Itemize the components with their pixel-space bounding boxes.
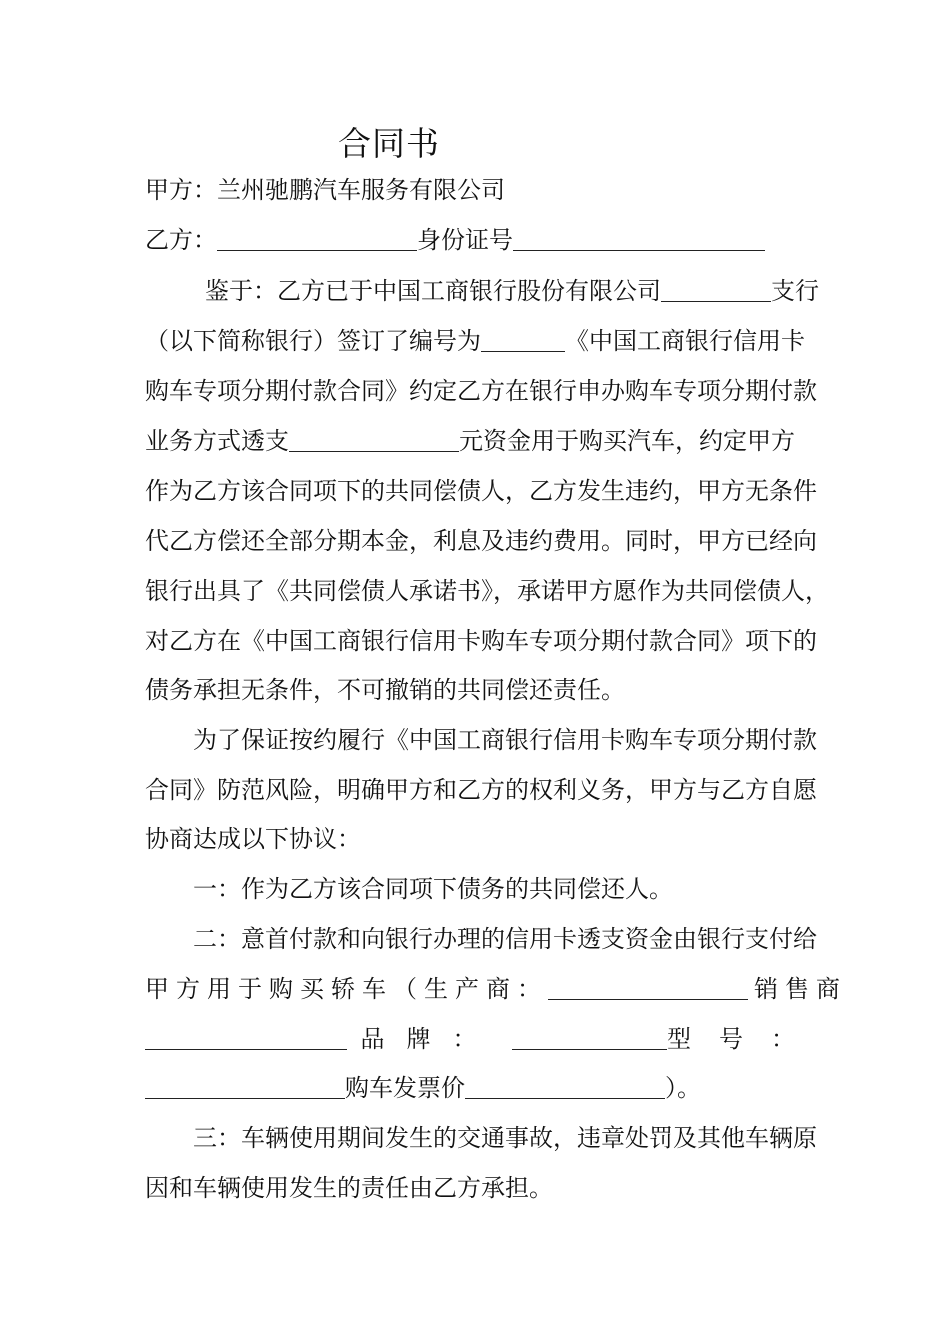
p1-line-4-text: 业务方式透支 bbox=[145, 427, 289, 455]
p1-line-1 bbox=[205, 276, 819, 306]
invoice-price-label: 购车发票价 bbox=[345, 1074, 465, 1102]
p1-line-8: 对乙方在《中国工商银行信用卡购车专项分期付款合同》项下的 bbox=[145, 627, 817, 655]
party-b-line bbox=[145, 225, 765, 255]
invoice-price-blank[interactable] bbox=[465, 1074, 665, 1099]
dealer-label: 销售商 bbox=[754, 975, 847, 1003]
p1-line-3: 购车专项分期付款合同》约定乙方在银行申办购车专项分期付款 bbox=[145, 377, 817, 405]
party-a-line: 甲方：兰州驰鹏汽车服务有限公司 bbox=[145, 176, 505, 204]
p1-line-2-end: 《中国工商银行信用卡 bbox=[565, 327, 805, 355]
id-number-blank[interactable] bbox=[513, 226, 765, 251]
item-3-line-1: 三：车辆使用期间发生的交通事故，违章处罚及其他车辆原 bbox=[193, 1124, 817, 1152]
p2-line-2: 合同》防范风险，明确甲方和乙方的权利义务，甲方与乙方自愿 bbox=[145, 776, 817, 804]
item-2-line-2 bbox=[145, 974, 847, 1004]
manufacturer-blank[interactable] bbox=[548, 975, 748, 1000]
id-number-label: 身份证号 bbox=[417, 226, 513, 254]
brand-label: 品牌： bbox=[360, 1025, 499, 1053]
model-blank[interactable] bbox=[145, 1074, 345, 1099]
p1-line-5: 作为乙方该合同项下的共同偿债人，乙方发生违约，甲方无条件 bbox=[145, 477, 817, 505]
item-2-end: ）。 bbox=[665, 1074, 701, 1102]
item-1-line: 一：作为乙方该合同项下债务的共同偿还人。 bbox=[193, 875, 673, 903]
item-2-line-3 bbox=[145, 1024, 823, 1054]
p1-line-2 bbox=[145, 326, 805, 356]
p1-line-2-text: （以下简称银行）签订了编号为 bbox=[145, 327, 481, 355]
model-label: 型号： bbox=[667, 1025, 823, 1053]
item-3-line-2: 因和车辆使用发生的责任由乙方承担。 bbox=[145, 1174, 553, 1202]
item-2-line-4 bbox=[145, 1073, 701, 1103]
p1-line-1-end: 支行 bbox=[771, 277, 819, 305]
p2-line-3: 协商达成以下协议： bbox=[145, 825, 361, 853]
p1-line-7: 银行出具了《共同偿债人承诺书》，承诺甲方愿作为共同偿债人， bbox=[145, 577, 829, 605]
contract-number-blank[interactable] bbox=[481, 327, 565, 352]
p1-line-9: 债务承担无条件，不可撤销的共同偿还责任。 bbox=[145, 676, 625, 704]
p1-line-4-end: 元资金用于购买汽车，约定甲方 bbox=[459, 427, 795, 455]
dealer-blank[interactable] bbox=[145, 1025, 347, 1050]
amount-blank[interactable] bbox=[289, 427, 459, 452]
p1-line-6: 代乙方偿还全部分期本金，利息及违约费用。同时，甲方已经向 bbox=[145, 527, 817, 555]
page-title: 合同书 bbox=[338, 124, 440, 163]
p1-line-4 bbox=[145, 426, 795, 456]
party-b-label: 乙方： bbox=[145, 226, 217, 254]
branch-blank[interactable] bbox=[661, 277, 771, 302]
item-2-line-1: 二：意首付款和向银行办理的信用卡透支资金由银行支付给 bbox=[193, 925, 817, 953]
p1-line-1-text: 鉴于：乙方已于中国工商银行股份有限公司 bbox=[205, 277, 661, 305]
p2-line-1: 为了保证按约履行《中国工商银行信用卡购车专项分期付款 bbox=[193, 726, 817, 754]
brand-blank[interactable] bbox=[512, 1025, 667, 1050]
party-b-name-blank[interactable] bbox=[217, 226, 417, 251]
manufacturer-label: 甲方用于购买轿车（生产商： bbox=[145, 975, 548, 1003]
